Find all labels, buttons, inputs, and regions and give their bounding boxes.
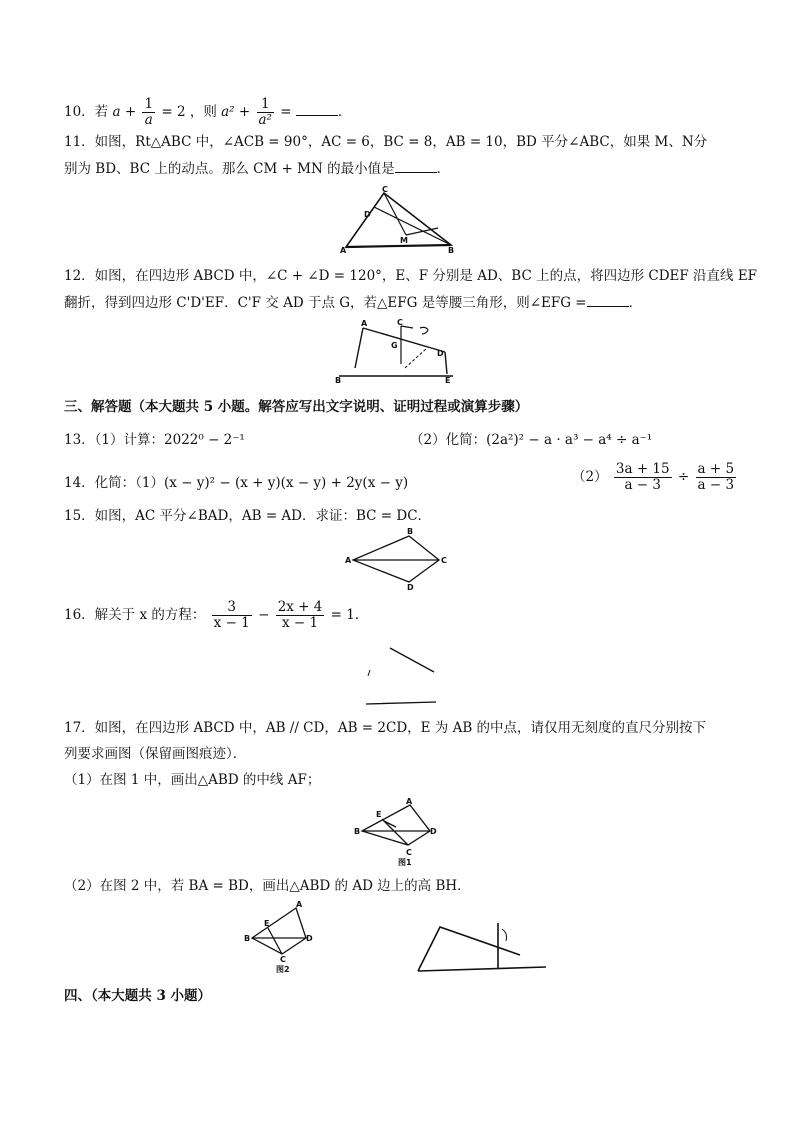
q16-fraction-2: $\frac{2x + 4}{x - 1}$ bbox=[277, 599, 323, 631]
label-a: A bbox=[296, 900, 303, 909]
stray-lines bbox=[366, 648, 436, 704]
sketch-arc bbox=[502, 929, 507, 941]
label-c: C bbox=[280, 955, 286, 964]
label-g: G bbox=[391, 341, 398, 350]
kite-abcd bbox=[353, 536, 439, 582]
label-c: C bbox=[382, 185, 388, 194]
label-b: B bbox=[335, 376, 342, 385]
label-a: A bbox=[361, 319, 368, 328]
q12-end: ． bbox=[628, 295, 643, 311]
q16-label: 16．解关于 x 的方程： bbox=[64, 607, 206, 623]
fold-line bbox=[405, 348, 427, 368]
q17-line2: 列要求画图（保留画图痕迹）． bbox=[64, 746, 247, 762]
question-10: 10．若 a + $\frac{1}{a}$ = 2 ，则 a² + $\frac{1}{\text{a²}}$ = ． bbox=[64, 96, 352, 128]
divide-sign: ÷ bbox=[677, 469, 690, 485]
q10-end: ． bbox=[337, 104, 352, 120]
q11-end: ． bbox=[436, 161, 451, 177]
label-m: M bbox=[400, 236, 408, 245]
label-e: E bbox=[264, 919, 270, 928]
label-a: A bbox=[340, 246, 347, 255]
figure-1-caption: 图1 bbox=[398, 858, 412, 867]
q11-line2 bbox=[64, 158, 450, 179]
label-a: A bbox=[345, 556, 352, 565]
answer-blank bbox=[587, 292, 629, 307]
label-b: B bbox=[448, 246, 455, 255]
answer-blank bbox=[395, 158, 437, 173]
stray-tick bbox=[368, 670, 370, 676]
quadrilateral-lines bbox=[339, 328, 453, 376]
q13-part2: （2）化简：(2a²)² − a · a³ − a⁴ ÷ a⁻¹ bbox=[410, 432, 653, 448]
label-e: E bbox=[376, 810, 382, 819]
arc-mark bbox=[420, 327, 428, 334]
q14-part1: 14．化简：（1）(x − y)² − (x + y)(x − y) + 2y(x − y) bbox=[64, 475, 409, 491]
q15-text: 15．如图，AC 平分∠BAD，AB = AD．求证：BC = DC． bbox=[64, 508, 432, 524]
q12-line2-text: 翻折，得到四边形 C'D'EF．C'F 交 AD 于点 G，若△EFG 是等腰三角形，则∠EFG = bbox=[64, 295, 587, 311]
q10-fraction-2: $\frac{1}{\text{a²}}$ bbox=[258, 96, 272, 128]
answer-blank bbox=[296, 101, 338, 116]
label-b: B bbox=[354, 827, 361, 836]
q11-line2-text: 别为 BD、BC 上的动点。那么 CM + MN 的最小值是 bbox=[64, 161, 395, 177]
bisector-lines bbox=[374, 193, 451, 245]
q10-var-a2: a² bbox=[221, 104, 235, 120]
q10-eq: = 2 ，则 bbox=[161, 104, 217, 120]
q16-stray-marks bbox=[360, 640, 445, 710]
label-a: A bbox=[406, 797, 413, 806]
figure-2-caption: 图2 bbox=[276, 965, 290, 974]
q17-sub2: （2）在图 2 中，若 BA = BD，画出△ABD 的 AD 边上的高 BH． bbox=[64, 878, 471, 894]
minus-sign: − bbox=[258, 607, 270, 623]
section-4-heading: 四、（本大题共 3 小题） bbox=[64, 988, 212, 1004]
label-c: C bbox=[441, 556, 447, 565]
q12-line2 bbox=[64, 292, 642, 313]
q17-figure-1 bbox=[350, 795, 445, 867]
figure-1-lines bbox=[362, 805, 430, 845]
label-e: E bbox=[445, 376, 451, 385]
q17-line1: 17．如图，在四边形 ABCD 中，AB // CD，AB = 2CD，E 为 AB 的中点，请仅用无刻度的直尺分别按下 bbox=[64, 720, 707, 736]
label-c: C bbox=[406, 848, 412, 857]
q12-line1: 12．如图，在四边形 ABCD 中，∠C + ∠D = 120°，E、F 分别是 AD、BC 上的点，将四边形 CDEF 沿直线 EF bbox=[64, 268, 758, 284]
q14-part2-label: （2） bbox=[572, 469, 608, 485]
q15-figure bbox=[343, 528, 453, 590]
label-c: C bbox=[397, 318, 403, 327]
q10-label: 10．若 bbox=[64, 104, 109, 120]
figure-2-lines bbox=[252, 908, 306, 954]
q17-sub1: （1）在图 1 中，画出△ABD 的中线 AF； bbox=[64, 772, 321, 788]
side-ab bbox=[346, 245, 451, 247]
label-b: B bbox=[407, 528, 414, 536]
q17-figure-2 bbox=[240, 898, 320, 976]
q10-fraction-1: $\frac{1}{a}$ bbox=[144, 96, 154, 128]
label-d: D bbox=[430, 827, 437, 836]
label-d: D bbox=[437, 349, 444, 358]
section-3-heading: 三、解答题（本大题共 5 小题。解答应写出文字说明、证明过程或演算步骤） bbox=[64, 399, 529, 415]
label-d: D bbox=[364, 210, 371, 219]
q16-fraction-1: $\frac{3}{x - 1}$ bbox=[213, 599, 250, 631]
q16-equation bbox=[64, 600, 368, 631]
q11-figure bbox=[338, 185, 458, 255]
q11-line1: 11．如图，Rt△ABC 中，∠ACB = 90°，AC = 6，BC = 8，AB = 10，BD 平分∠ABC，如果 M、N分 bbox=[64, 134, 708, 150]
folded-edge bbox=[401, 326, 413, 364]
label-d: D bbox=[306, 934, 313, 943]
q10-var-a: a bbox=[112, 104, 121, 120]
label-d: D bbox=[407, 583, 414, 590]
q12-figure bbox=[335, 316, 460, 386]
q10-eq2: = bbox=[280, 104, 292, 120]
q13-part1: 13．（1）计算：2022⁰ − 2⁻¹ bbox=[64, 432, 245, 448]
q16-end: = 1． bbox=[330, 607, 369, 623]
q17-sketch bbox=[410, 915, 550, 977]
sketch-lines bbox=[418, 923, 546, 971]
q14-fraction-1: $\frac{3a + 15}{a - 3}$ bbox=[615, 461, 670, 493]
q14-fraction-2: $\frac{a + 5}{a - 3}$ bbox=[697, 461, 735, 493]
label-b: B bbox=[244, 934, 251, 943]
q14-part2 bbox=[572, 462, 738, 493]
